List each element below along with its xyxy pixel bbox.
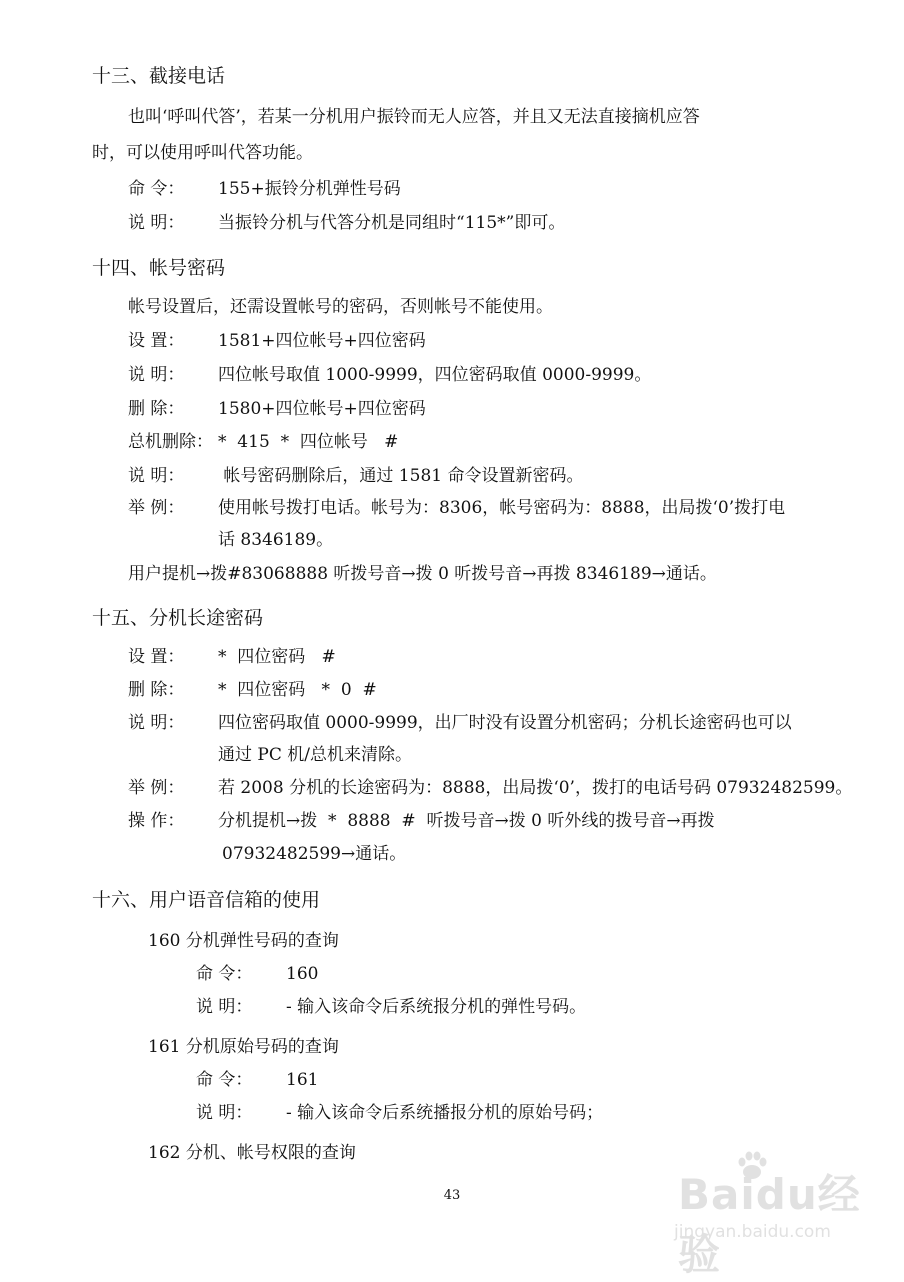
watermark-brand: Baidu经验 [678,1170,861,1279]
note-label: 说 明： [196,1103,253,1123]
section-15-note-row [128,712,792,734]
note-label: 说 明： [128,213,185,233]
operation-text: 分机提机→拨 * 8888 # 听拨号音→拨 0 听外线的拨号音→再拨 [218,811,715,831]
command-text: 160 [286,964,319,984]
command-label: 命 令： [196,964,253,984]
note-text: 四位帐号取值 1000-9999，四位密码取值 0000-9999。 [218,365,652,385]
example-label: 举 例： [128,498,185,518]
set-label: 设 置： [128,647,185,667]
set-text: 1581+四位帐号+四位密码 [218,331,426,351]
note-text: 帐号密码删除后，通过 1581 命令设置新密码。 [218,466,584,486]
example-label: 举 例： [128,778,185,798]
delete-text: 1580+四位帐号+四位密码 [218,399,426,419]
page-number: 43 [443,1188,461,1203]
delete-label: 删 除： [128,399,185,419]
query-161-title: 161 分机原始号码的查询 [148,1037,339,1057]
example-text: 使用帐号拨打电话。帐号为：8306，帐号密码为：8888，出局拨‘0’拨打电 [218,498,786,518]
note-text: - 输入该命令后系统报分机的弹性号码。 [286,997,587,1017]
section-15-delete-row [128,679,377,701]
section-14-flow: 用户提机→拨#83068888 听拨号音→拨 0 听拨号音→再拨 8346189→通话。 [128,564,717,584]
main-delete-label: 总机删除： [128,432,213,452]
set-label: 设 置： [128,331,185,351]
query-162-title: 162 分机、帐号权限的查询 [148,1143,356,1163]
query-160-title: 160 分机弹性号码的查询 [148,931,339,951]
set-text: * 四位密码 # [218,647,336,667]
section-15-operation-cont: 07932482599→通话。 [222,844,407,864]
command-text: 155+振铃分机弹性号码 [218,179,401,199]
section-13-title: 十三、截接电话 [92,65,226,87]
command-text: 161 [286,1070,319,1090]
section-13-intro-line1: 也叫‘呼叫代答’，若某一分机用户振铃而无人应答，并且又无法直接摘机应答 [128,107,700,127]
section-16-title: 十六、用户语音信箱的使用 [92,889,321,911]
section-13-intro-line2: 时，可以使用呼叫代答功能。 [92,143,313,163]
section-13-command-row [128,178,401,200]
section-14-example-cont: 话 8346189。 [218,530,334,550]
section-14-title: 十四、帐号密码 [92,257,226,279]
section-13-note-row [128,212,565,234]
baidu-watermark [648,1140,888,1279]
section-15-operation-row [128,810,715,832]
section-14-main-delete-row [128,431,398,453]
note-text: - 输入该命令后系统播报分机的原始号码； [286,1103,604,1123]
section-14-delete-row [128,398,426,420]
delete-text: * 四位密码 * 0 # [218,680,377,700]
main-delete-text: * 415 * 四位帐号 # [218,432,399,452]
note-label: 说 明： [196,997,253,1017]
note-label: 说 明： [128,365,185,385]
command-label: 命 令： [196,1070,253,1090]
section-15-example-row [128,777,852,799]
section-15-note-cont: 通过 PC 机/总机来清除。 [218,745,412,765]
note-text: 当振铃分机与代答分机是同组时“115*”即可。 [218,213,566,233]
query-160-note-row [196,996,586,1018]
note-label: 说 明： [128,466,185,486]
section-14-note1-row [128,364,651,386]
watermark-url: jingyan.baidu.com [674,1222,831,1242]
section-15-title: 十五、分机长途密码 [92,607,264,629]
query-161-note-row [196,1102,603,1124]
operation-label: 操 作： [128,811,185,831]
section-14-example-row [128,497,785,519]
section-14-note2-row [128,465,583,487]
command-label: 命 令： [128,179,185,199]
section-15-set-row [128,646,336,668]
delete-label: 删 除： [128,680,185,700]
query-160-command-row [196,963,318,985]
section-14-intro: 帐号设置后，还需设置帐号的密码，否则帐号不能使用。 [128,297,553,317]
section-14-set-row [128,330,426,352]
query-161-command-row [196,1069,318,1091]
note-text: 四位密码取值 0000-9999，出厂时没有设置分机密码；分机长途密码也可以 [218,713,792,733]
example-text: 若 2008 分机的长途密码为：8888，出局拨‘0’，拨打的电话号码 07932482599。 [218,778,853,798]
note-label: 说 明： [128,713,185,733]
